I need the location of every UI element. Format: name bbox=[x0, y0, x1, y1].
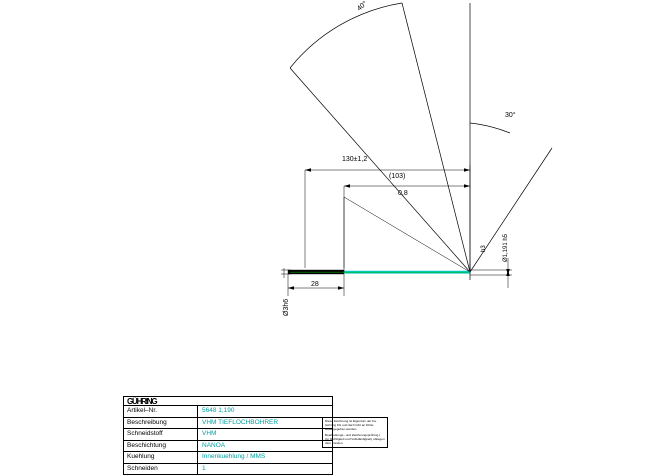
dim-flute-length: (103) bbox=[389, 173, 405, 180]
row-label-cutting-material: Schneidstoff bbox=[124, 429, 198, 440]
row-value-article-no: 5648 1,190 bbox=[198, 406, 332, 417]
dimension-thickness-leader bbox=[344, 197, 470, 272]
dim-shank-diameter: Ø3h6 bbox=[283, 299, 290, 316]
row-label-cutting-edges: Schneiden bbox=[124, 464, 198, 475]
dim-total-length: 130±1,2 bbox=[342, 156, 367, 163]
row-label-coating: Beschichtung bbox=[124, 441, 198, 452]
title-block-header bbox=[124, 397, 332, 406]
row-label-cooling: Kuehlung bbox=[124, 452, 198, 463]
dim-angle-top: 40° bbox=[356, 0, 369, 12]
dim-shank-length: 28 bbox=[311, 281, 319, 288]
row-value-description: VHM TIEFLOCHBOHRER bbox=[198, 418, 332, 429]
row-label-article-no: Artikel–Nr. bbox=[124, 406, 198, 417]
angle-sector-right bbox=[470, 3, 552, 272]
table-row bbox=[124, 418, 332, 430]
row-value-cutting-material: VHM bbox=[198, 429, 332, 440]
row-value-cooling: Innenkuehlung / MMS bbox=[198, 452, 332, 463]
legal-note-line-2: Bearbeitungs– und Zeichnungsprüfung ( zur Richtigkeit und Vollständigkeit) obliegen dem Kunden. bbox=[325, 434, 385, 446]
dimension-tip-diameter bbox=[506, 258, 510, 288]
dim-thickness: 0,8 bbox=[398, 190, 408, 197]
table-row bbox=[124, 406, 332, 418]
company-logo: GÜHRING bbox=[127, 397, 156, 406]
angle-sector-top bbox=[290, 3, 470, 272]
table-row bbox=[124, 452, 332, 464]
row-value-coating: NANOA bbox=[198, 441, 332, 452]
row-value-cutting-edges: 1 bbox=[198, 464, 332, 475]
dim-angle-right: 30° bbox=[505, 112, 516, 119]
tool-body bbox=[288, 264, 512, 280]
table-row bbox=[124, 441, 332, 453]
dim-tip-small: h3 bbox=[481, 245, 487, 252]
table-row bbox=[124, 464, 332, 475]
table-row bbox=[124, 429, 332, 441]
legal-note-line-1: Diese Zeichnung ist Eigentum der Fa. Gühring KG und darf nicht an Dritte weitergegeben werden. bbox=[325, 420, 385, 432]
legal-note-box bbox=[322, 417, 388, 448]
dimension-total-length bbox=[305, 165, 470, 268]
dim-tip-diameter: Ø1,191 h5 bbox=[503, 234, 509, 262]
row-label-description: Beschreibung bbox=[124, 418, 198, 429]
title-block bbox=[123, 396, 333, 475]
